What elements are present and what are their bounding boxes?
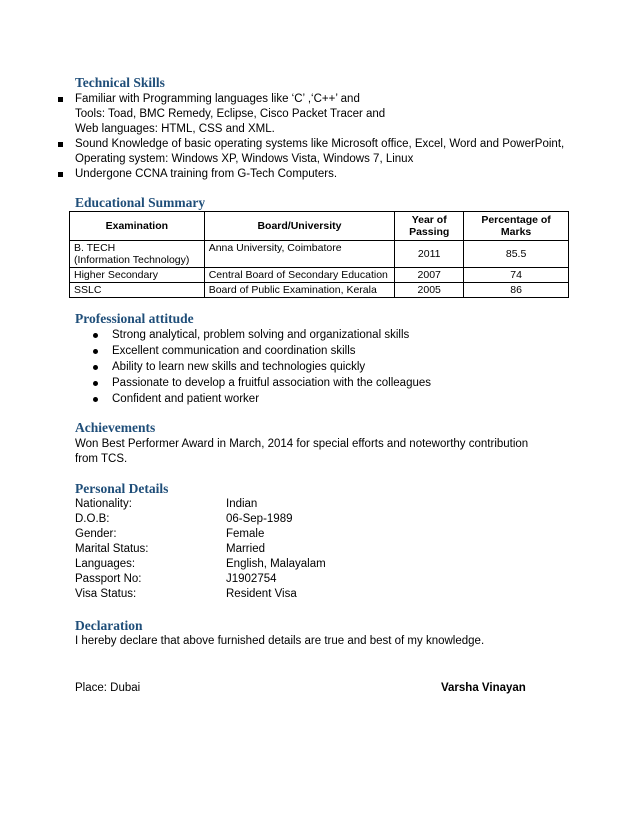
percentage-cell: 74 <box>464 268 569 283</box>
table-row <box>70 268 569 283</box>
educational-summary-heading: Educational Summary <box>75 195 206 210</box>
achievements-heading: Achievements <box>75 420 156 435</box>
year-cell: 2005 <box>395 283 464 298</box>
skill-item-3-line-1: Undergone CCNA training from G-Tech Computers. <box>75 168 338 180</box>
signature-name: Varsha Vinayan <box>441 682 526 694</box>
professional-attitude-heading: Professional attitude <box>75 311 194 326</box>
declaration-heading: Declaration <box>75 618 143 633</box>
round-bullet-icon <box>93 397 98 402</box>
achievement-line-1: Won Best Performer Award in March, 2014 for special efforts and noteworthy contribution <box>75 438 529 450</box>
passport-value: J1902754 <box>226 573 277 585</box>
column-header-year: Year of Passing <box>395 212 464 241</box>
skill-item-2-line-2: Operating system: Windows XP, Windows Vista, Windows 7, Linux <box>75 153 414 165</box>
table-header-row <box>70 212 569 241</box>
skill-item-1-line-2: Tools: Toad, BMC Remedy, Eclipse, Cisco Packet Tracer and <box>75 108 386 120</box>
round-bullet-icon <box>93 349 98 354</box>
personal-details-heading: Personal Details <box>75 481 169 496</box>
board-cell: Board of Public Examination, Kerala <box>204 283 395 298</box>
round-bullet-icon <box>93 333 98 338</box>
attitude-item: Excellent communication and coordination skills <box>112 345 356 357</box>
visa-status-value: Resident Visa <box>226 588 297 600</box>
skill-item-1-line-3: Web languages: HTML, CSS and XML. <box>75 123 275 135</box>
place-text: Place: Dubai <box>75 682 141 694</box>
skill-item-1-line-1: Familiar with Programming languages like ‘C’ ,‘C++’ and <box>75 93 360 105</box>
examination-name: B. TECH <box>74 242 116 254</box>
nationality-value: Indian <box>226 498 258 510</box>
visa-status-label: Visa Status: <box>75 588 137 600</box>
examination-cell: Higher Secondary <box>70 268 205 283</box>
column-header-examination: Examination <box>70 212 205 241</box>
percentage-cell: 86 <box>464 283 569 298</box>
languages-label: Languages: <box>75 558 136 570</box>
year-cell: 2011 <box>395 241 464 268</box>
marital-status-value: Married <box>226 543 265 555</box>
attitude-item: Ability to learn new skills and technologies quickly <box>112 361 366 373</box>
passport-label: Passport No: <box>75 573 142 585</box>
examination-cell <box>70 241 205 268</box>
skill-item-2-line-1: Sound Knowledge of basic operating systems like Microsoft office, Excel, Word and PowerPoint, <box>75 138 565 150</box>
attitude-item: Strong analytical, problem solving and organizational skills <box>112 329 410 341</box>
gender-value: Female <box>226 528 265 540</box>
education-table <box>69 211 569 298</box>
year-cell: 2007 <box>395 268 464 283</box>
square-bullet-icon <box>58 172 63 177</box>
examination-subname: (Information Technology) <box>74 254 190 266</box>
table-row <box>70 241 569 268</box>
technical-skills-heading: Technical Skills <box>75 75 165 90</box>
square-bullet-icon <box>58 97 63 102</box>
marital-status-label: Marital Status: <box>75 543 149 555</box>
round-bullet-icon <box>93 381 98 386</box>
gender-label: Gender: <box>75 528 117 540</box>
languages-value: English, Malayalam <box>226 558 326 570</box>
dob-value: 06-Sep-1989 <box>226 513 293 525</box>
board-cell: Anna University, Coimbatore <box>204 241 395 268</box>
declaration-text: I hereby declare that above furnished details are true and best of my knowledge. <box>75 635 485 647</box>
board-cell: Central Board of Secondary Education <box>204 268 395 283</box>
attitude-item: Confident and patient worker <box>112 393 260 405</box>
achievement-line-2: from TCS. <box>75 453 128 465</box>
dob-label: D.O.B: <box>75 513 110 525</box>
examination-cell: SSLC <box>70 283 205 298</box>
nationality-label: Nationality: <box>75 498 132 510</box>
square-bullet-icon <box>58 142 63 147</box>
column-header-percentage: Percentage of Marks <box>464 212 569 241</box>
table-row <box>70 283 569 298</box>
percentage-cell: 85.5 <box>464 241 569 268</box>
round-bullet-icon <box>93 365 98 370</box>
attitude-item: Passionate to develop a fruitful association with the colleagues <box>112 377 432 389</box>
column-header-board: Board/University <box>204 212 395 241</box>
